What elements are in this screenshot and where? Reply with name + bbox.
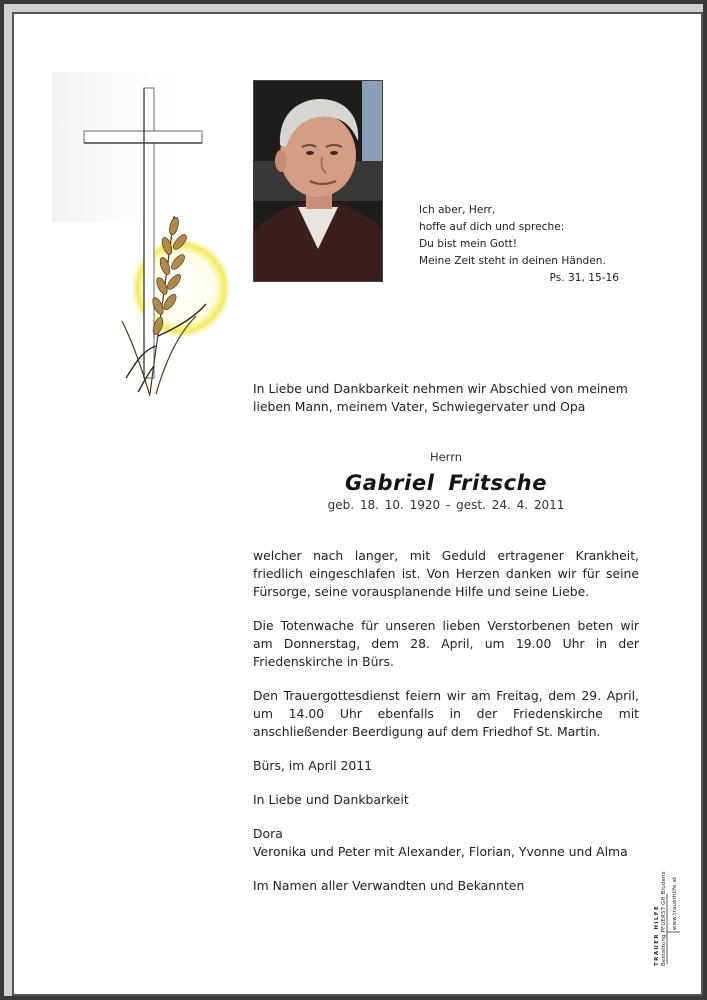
paragraph-wake: Die Totenwache für unseren lieben Verstorbenen beten wir am Donnerstag, dem 28. April, um 19.00 Uhr in der Friedenskirche in Bürs. — [253, 618, 639, 669]
salutation: Herrn — [429, 450, 463, 464]
signer-name: Veronika und Peter mit Alexander, Florian, Yvonne und Alma — [253, 844, 628, 859]
psalm-line: Ich aber, Herr, — [419, 204, 496, 216]
signer-name: Dora — [253, 826, 283, 841]
closing-line: In Liebe und Dankbarkeit — [253, 792, 409, 807]
relatives-line: Im Namen aller Verwandten und Bekannten — [253, 878, 525, 893]
paragraph-illness: welcher nach langer, mit Geduld ertragener Krankheit, friedlich eingeschlafen ist. Von Herzen danken wir für seine Fürsorge, seine vorausplanende Hilfe und seine Liebe. — [253, 548, 639, 599]
logo-line-3: www.trauerhilfe.at — [672, 876, 678, 930]
trauerhilfe-logo — [650, 864, 684, 968]
psalm-reference: Ps. 31, 15-16 — [549, 272, 619, 284]
cross-wheat-illustration — [46, 66, 256, 406]
signers-block — [253, 825, 639, 861]
psalm-line: Du bist mein Gott! — [419, 238, 518, 250]
life-dates: geb. 18. 10. 1920 - gest. 24. 4. 2011 — [327, 498, 565, 512]
psalm-quote — [419, 202, 629, 287]
paragraph-funeral: Den Trauergottesdienst feiern wir am Freitag, dem 29. April, um 14.00 Uhr ebenfalls in der Friedenskirche mit anschließender Beerdigung auf dem Friedhof St. Martin. — [253, 688, 639, 739]
place-date: Bürs, im April 2011 — [253, 758, 373, 773]
obituary-body — [253, 547, 639, 911]
deceased-name: Gabriel Fritsche — [344, 471, 548, 495]
psalm-line: Meine Zeit steht in deinen Händen. — [419, 255, 606, 267]
logo-line-2: Bestattung PFUERST GH Bludenz — [661, 871, 667, 966]
portrait-photo — [253, 80, 383, 282]
intro-text: In Liebe und Dankbarkeit nehmen wir Abschied von meinem lieben Mann, meinem Vater, Schwiegervater und Opa — [253, 381, 628, 414]
logo-line-1: TRAUER HILFE — [654, 904, 660, 966]
deceased-block — [253, 448, 639, 512]
psalm-line: hoffe auf dich und spreche: — [419, 221, 565, 233]
